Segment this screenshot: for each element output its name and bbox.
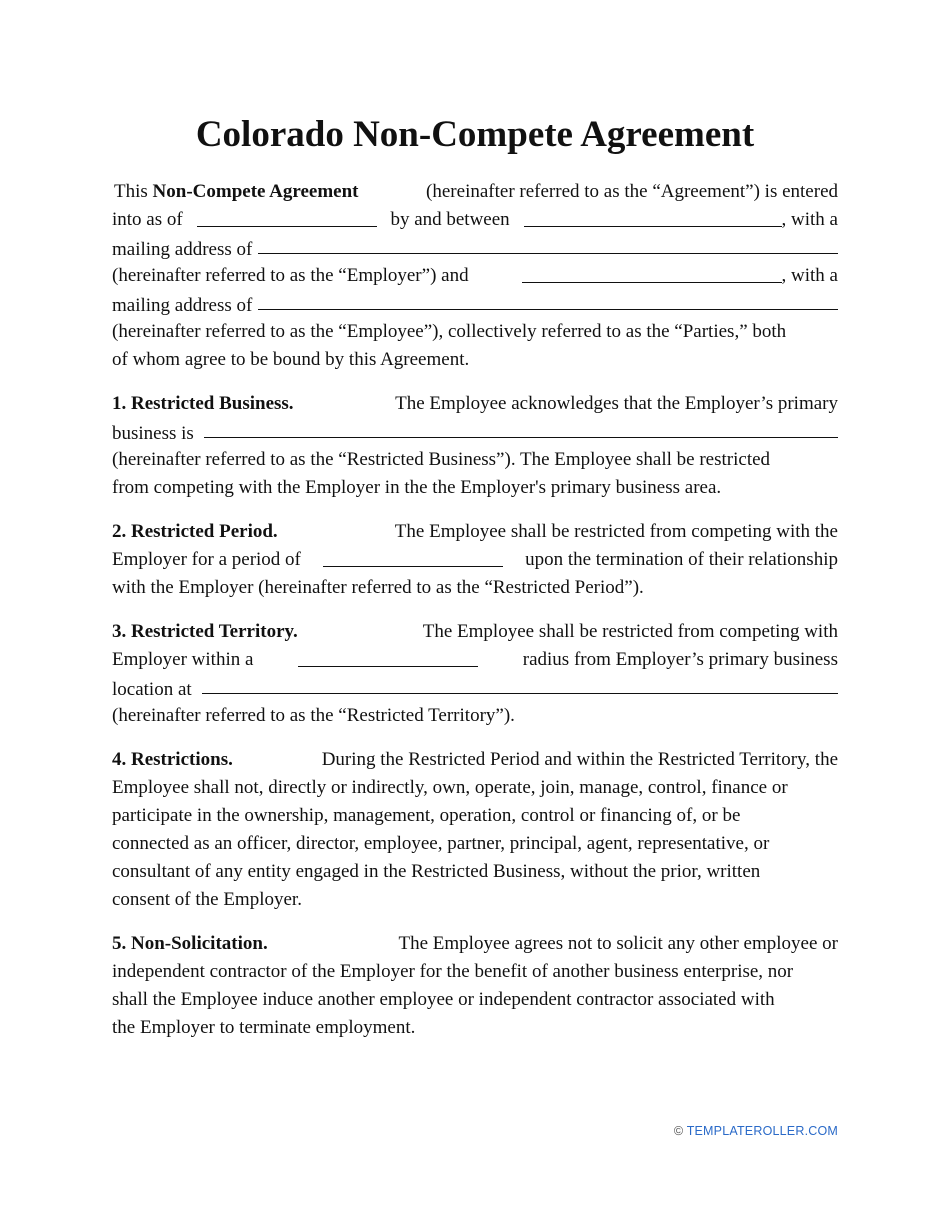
s3-line-2: Employer within a radius from Employer’s primary business — [112, 646, 838, 674]
s4-line-4: connected as an officer, director, employee, partner, principal, agent, representative, or — [112, 833, 770, 854]
s4-line-2: Employee shall not, directly or indirectly, own, operate, join, manage, control, finance or — [112, 777, 788, 798]
s4-line-6: consent of the Employer. — [112, 889, 302, 910]
copyright-symbol: © — [673, 1124, 684, 1138]
employee-name-blank[interactable] — [522, 262, 782, 283]
s2-line-3: with the Employer (hereinafter referred to as the “Restricted Period”). — [112, 577, 644, 598]
s4-line-5: consultant of any entity engaged in the Restricted Business, without the prior, written — [112, 861, 761, 882]
section-non-solicitation — [112, 930, 838, 1042]
s3-line-4: (hereinafter referred to as the “Restricted Territory”). — [112, 705, 515, 726]
intro-line-4: (hereinafter referred to as the “Employer”) and , with a — [112, 262, 838, 290]
employee-address-blank[interactable] — [258, 289, 838, 310]
s1-line-4: from competing with the Employer in the the Employer's primary business area. — [112, 477, 722, 498]
s2-line-2: Employer for a period of upon the termination of their relationship — [112, 546, 838, 574]
section-1-heading: 1. Restricted Business. — [112, 393, 294, 414]
footer-credit — [674, 1124, 838, 1138]
intro-paragraph — [112, 178, 838, 374]
section-3-heading: 3. Restricted Territory. — [112, 621, 298, 642]
section-2-heading: 2. Restricted Period. — [112, 521, 278, 542]
employer-name-blank[interactable] — [524, 206, 782, 227]
templateroller-link[interactable]: TEMPLATEROLLER.COM — [686, 1124, 838, 1138]
intro-line-1: This Non-Compete Agreement (hereinafter referred to as the “Agreement”) is entered — [114, 181, 838, 202]
s1-line-3: (hereinafter referred to as the “Restricted Business”). The Employee shall be restricted — [112, 449, 771, 470]
s4-line-1: 4. Restrictions. During the Restricted Period and within the Restricted Territory, the — [112, 746, 838, 774]
section-restricted-territory — [112, 618, 838, 730]
intro-line-2: into as of by and between , with a — [112, 206, 838, 234]
intro-line-6: (hereinafter referred to as the “Employee”), collectively referred to as the “Parties,” both — [112, 321, 787, 342]
intro-line-5: mailing address of — [112, 290, 838, 318]
section-restrictions — [112, 746, 838, 914]
s2-line-1: 2. Restricted Period. The Employee shall be restricted from competing with the — [112, 518, 838, 546]
s3-line-1: 3. Restricted Territory. The Employee shall be restricted from competing with — [112, 618, 838, 646]
s5-line-2: independent contractor of the Employer for the benefit of another business enterprise, nor — [112, 961, 794, 982]
employer-address-blank[interactable] — [258, 233, 838, 254]
s4-line-3: participate in the ownership, management, operation, control or financing of, or be — [112, 805, 741, 826]
radius-blank[interactable] — [298, 646, 478, 667]
location-blank[interactable] — [202, 673, 838, 694]
s1-line-2: business is — [112, 418, 838, 446]
date-blank[interactable] — [197, 206, 377, 227]
s1-line-1: 1. Restricted Business. The Employee acknowledges that the Employer’s primary — [112, 390, 838, 418]
section-4-heading: 4. Restrictions. — [112, 749, 233, 770]
business-blank[interactable] — [204, 417, 838, 438]
section-restricted-period — [112, 518, 838, 602]
intro-line-3: mailing address of — [112, 234, 838, 262]
s5-line-1: 5. Non-Solicitation. The Employee agrees not to solicit any other employee or — [112, 930, 838, 958]
period-blank[interactable] — [323, 546, 503, 567]
section-restricted-business — [112, 390, 838, 502]
section-5-heading: 5. Non-Solicitation. — [112, 933, 268, 954]
s5-line-4: the Employer to terminate employment. — [112, 1017, 416, 1038]
page-title: Colorado Non-Compete Agreement — [195, 114, 755, 155]
agreement-name: Non-Compete Agreement — [152, 181, 359, 202]
s5-line-3: shall the Employee induce another employee or independent contractor associated with — [112, 989, 775, 1010]
intro-line-7: of whom agree to be bound by this Agreement. — [112, 349, 470, 370]
s3-line-3: location at — [112, 674, 838, 702]
